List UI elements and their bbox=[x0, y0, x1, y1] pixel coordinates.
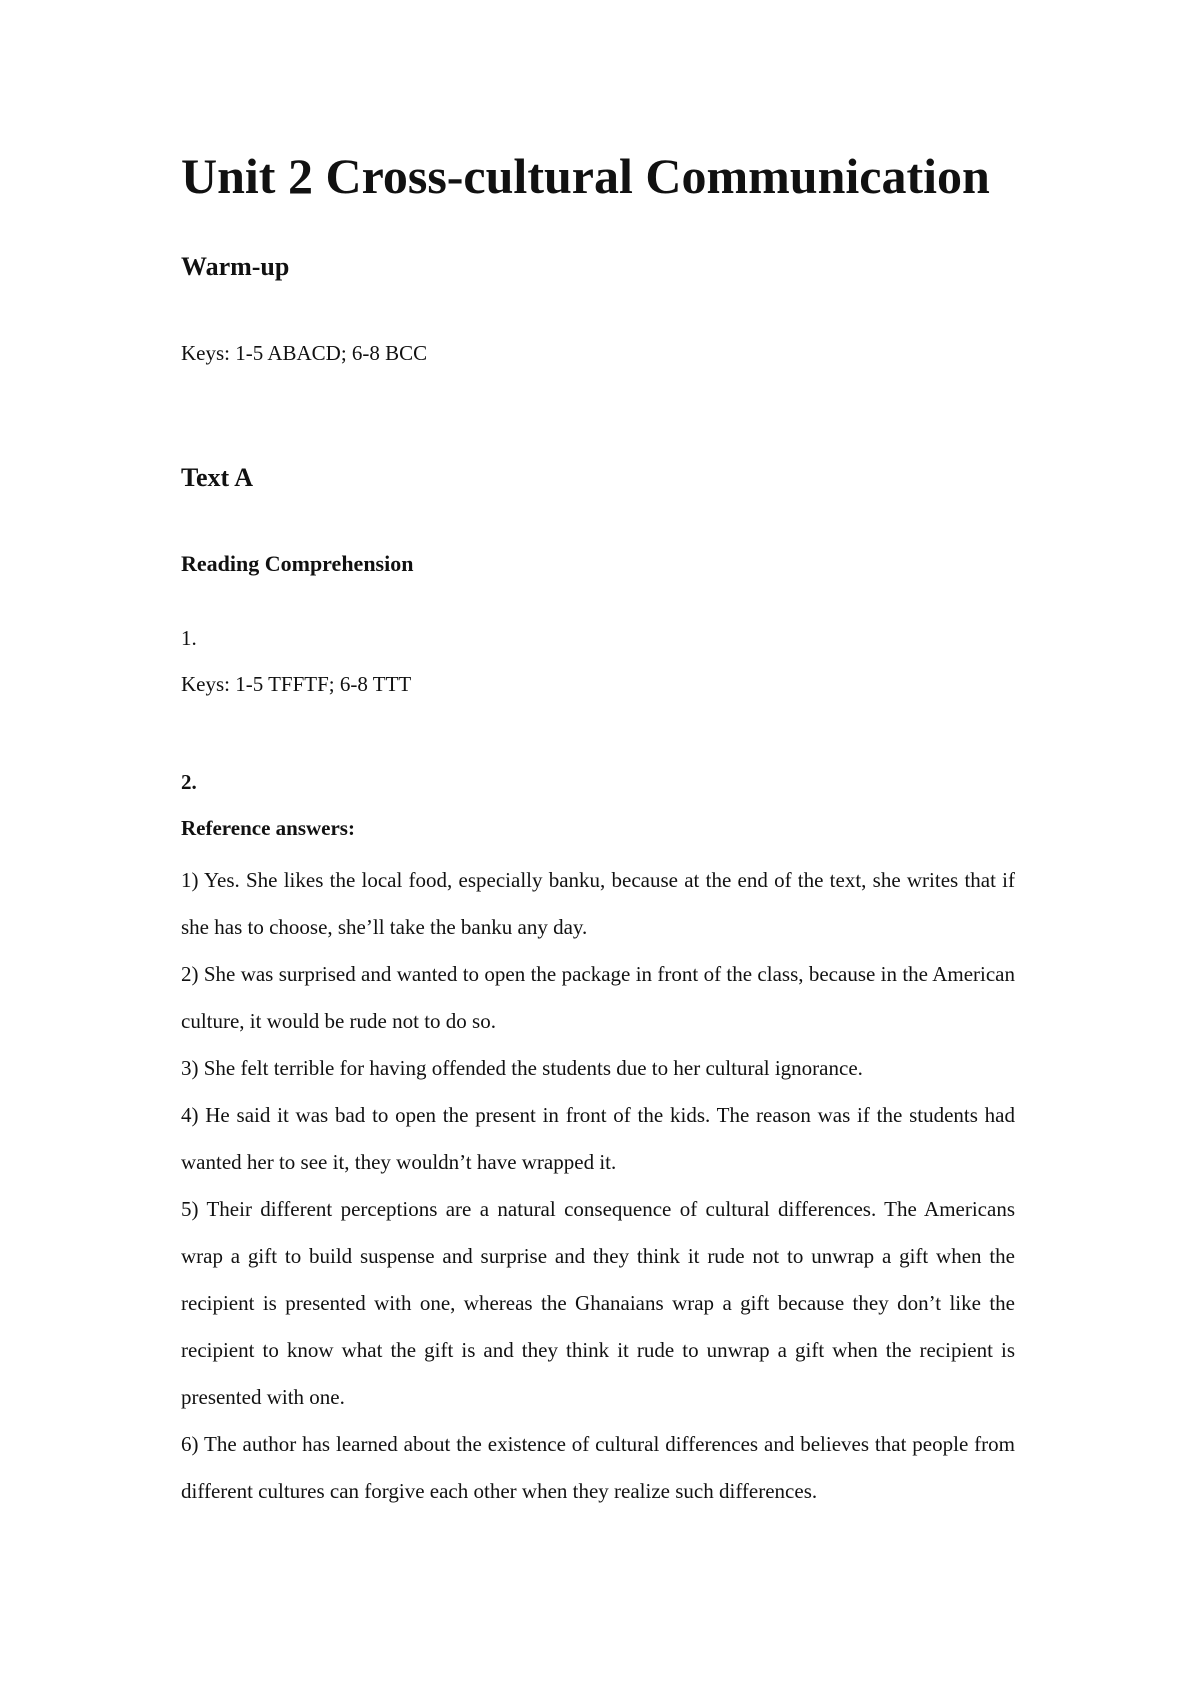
page-title: Unit 2 Cross-cultural Communication bbox=[181, 148, 990, 204]
answer-item: 3) She felt terrible for having offended the students due to her cultural ignorance. bbox=[181, 1056, 863, 1080]
answer-item: 2) She was surprised and wanted to open the package in front of the class, because in the American culture, it would be rude not to do so. bbox=[181, 962, 1015, 1033]
text-a-heading: Text A bbox=[181, 463, 253, 492]
answer-item: 4) He said it was bad to open the present in front of the kids. The reason was if the students had wanted her to see it, they wouldn’t have wrapped it. bbox=[181, 1103, 1015, 1174]
warmup-keys: Keys: 1-5 ABACD; 6-8 BCC bbox=[181, 341, 428, 365]
part2-number: 2. bbox=[181, 770, 197, 794]
answer-item: 6) The author has learned about the existence of cultural differences and believes that people from different cultures can forgive each other when they realize such differences. bbox=[181, 1432, 1015, 1503]
reference-answers-list bbox=[181, 857, 1015, 1515]
part1-keys: Keys: 1-5 TFFTF; 6-8 TTT bbox=[181, 672, 412, 696]
warmup-heading: Warm-up bbox=[181, 252, 290, 281]
part1-number: 1. bbox=[181, 626, 197, 650]
reference-answers-label: Reference answers: bbox=[181, 816, 355, 840]
document-page bbox=[181, 0, 1015, 1684]
answer-item: 5) Their different perceptions are a natural consequence of cultural differences. The Americans wrap a gift to build suspense and surprise and they think it rude not to unwrap a gift when the recipient is presented with one, whereas the Ghanaians wrap a gift because they don’t like the recipient to know what the gift is and they think it rude to unwrap a gift when the recipient is presented with one. bbox=[181, 1197, 1015, 1409]
reading-comprehension-heading: Reading Comprehension bbox=[181, 551, 414, 576]
answer-item: 1) Yes. She likes the local food, especially banku, because at the end of the text, she writes that if she has to choose, she’ll take the banku any day. bbox=[181, 868, 1015, 939]
